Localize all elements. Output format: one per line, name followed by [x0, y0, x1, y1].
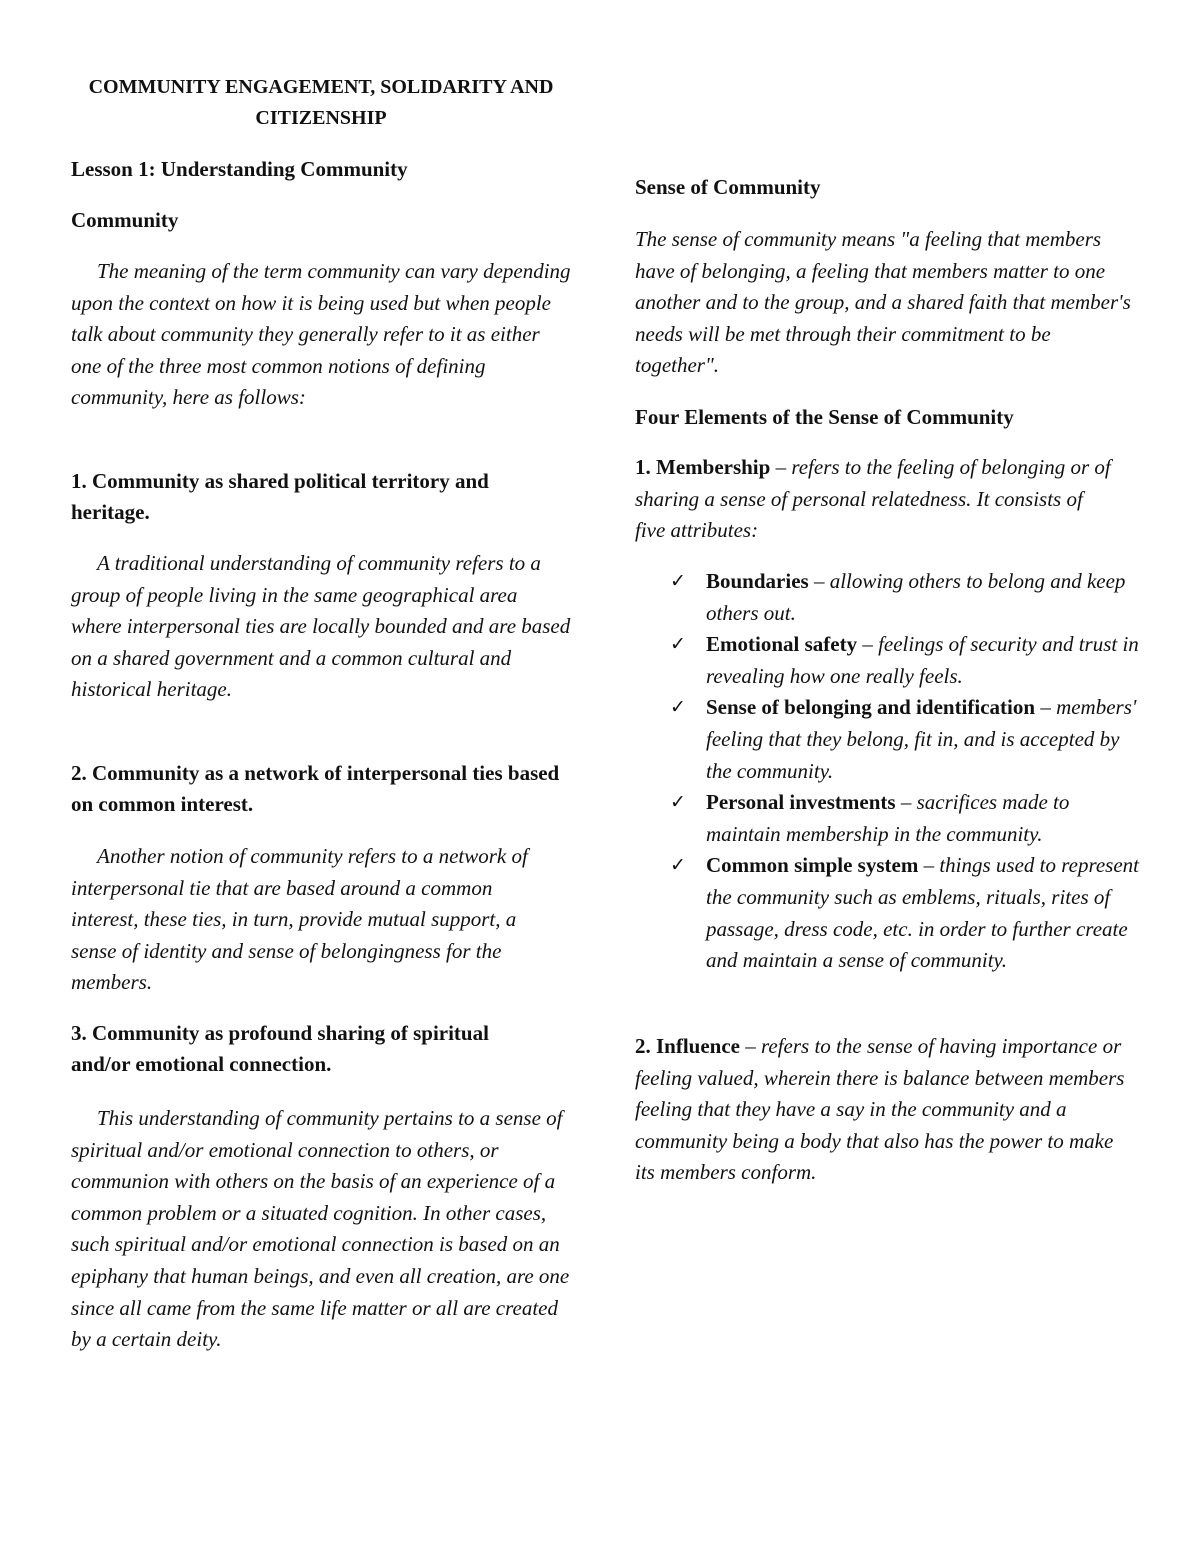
checkmark-icon: ✓: [670, 792, 686, 814]
influence-desc: – refers to the sense of having importance or feeling valued, wherein there is balance between members feeling that they have a say in the community and a community being a body that also has the power to make its members conform.: [635, 1034, 1125, 1185]
membership-term: 1. Membership: [635, 455, 771, 479]
notion-2-heading: 2. Community as a network of interpersonal ties based on common interest.: [71, 761, 560, 816]
title-line-1: COMMUNITY ENGAGEMENT, SOLIDARITY AND: [88, 76, 554, 98]
sense-of-community-text: The sense of community means "a feeling that members have of belonging, a feeling that members matter to one another and to the group, and a shared faith that member's needs will be met through their commitment to be together".: [635, 227, 1131, 378]
influence-term: 2. Influence: [635, 1034, 740, 1058]
community-intro: The meaning of the term community can vary depending upon the context on how it is being used but when people talk about community they generally refer to it as either one of the three most common notions of defining community, here as follows:: [71, 259, 571, 410]
attribute-item: [670, 850, 1140, 976]
attribute-item: [670, 692, 1140, 787]
title-line-2: CITIZENSHIP: [255, 107, 387, 129]
notion-1-text: A traditional understanding of community refers to a group of people living in the same geographical area where interpersonal ties are locally bounded and are based on a shared government and a common cultural and historical heritage.: [71, 551, 571, 702]
checkmark-icon: ✓: [670, 855, 686, 877]
attribute-term: Common simple system: [706, 853, 919, 878]
attribute-desc: – sacrifices made to maintain membership in the community.: [706, 790, 1070, 846]
attribute-desc: – things used to represent the community such as emblems, rituals, rites of passage, dress code, etc. in order to further create and maintain a sense of community.: [706, 853, 1140, 973]
attribute-term: Emotional safety: [706, 632, 858, 657]
attribute-desc: – feelings of security and trust in revealing how one really feels.: [706, 632, 1139, 688]
checkmark-icon: ✓: [670, 634, 686, 656]
document-title: [71, 72, 571, 134]
community-heading: Community: [71, 208, 179, 232]
influence-paragraph: [635, 1031, 1135, 1189]
attribute-item: [670, 566, 1140, 629]
notion-3-heading: 3. Community as profound sharing of spiritual and/or emotional connection.: [71, 1021, 489, 1076]
attribute-term: Personal investments: [706, 790, 896, 815]
checkmark-icon: ✓: [670, 697, 686, 719]
attribute-desc: – allowing others to belong and keep others out.: [706, 569, 1126, 625]
attribute-desc: – members' feeling that they belong, fit in, and is accepted by the community.: [706, 695, 1137, 783]
checkmark-icon: ✓: [670, 571, 686, 592]
membership-paragraph: [635, 452, 1115, 547]
notion-1-heading: 1. Community as shared political territory and heritage.: [71, 469, 489, 524]
four-elements-heading: Four Elements of the Sense of Community: [635, 405, 1014, 429]
notion-2-text: Another notion of community refers to a network of interpersonal tie that are based around a common interest, these ties, in turn, provide mutual support, a sense of identity and sense of belongingness for the members.: [71, 844, 528, 995]
membership-attributes-list: [670, 566, 1140, 977]
membership-desc: – refers to the feeling of belonging or of sharing a sense of personal relatedness. It consists of five attributes:: [635, 455, 1111, 543]
attribute-item: [670, 787, 1140, 850]
attribute-term: Sense of belonging and identification: [706, 695, 1036, 720]
attribute-item: [670, 629, 1140, 692]
lesson-heading: Lesson 1: Understanding Community: [71, 157, 408, 181]
notion-3-text: This understanding of community pertains to a sense of spiritual and/or emotional connection to others, or communion with others on the basis of an experience of a common problem or a situated cognition. In other cases, such spiritual and/or emotional connection is based on an epiphany that human beings, and even all creation, are one since all came from the same life matter or all are created by a certain deity.: [71, 1106, 570, 1352]
attribute-term: Boundaries: [706, 569, 809, 593]
sense-of-community-heading: Sense of Community: [635, 175, 821, 199]
